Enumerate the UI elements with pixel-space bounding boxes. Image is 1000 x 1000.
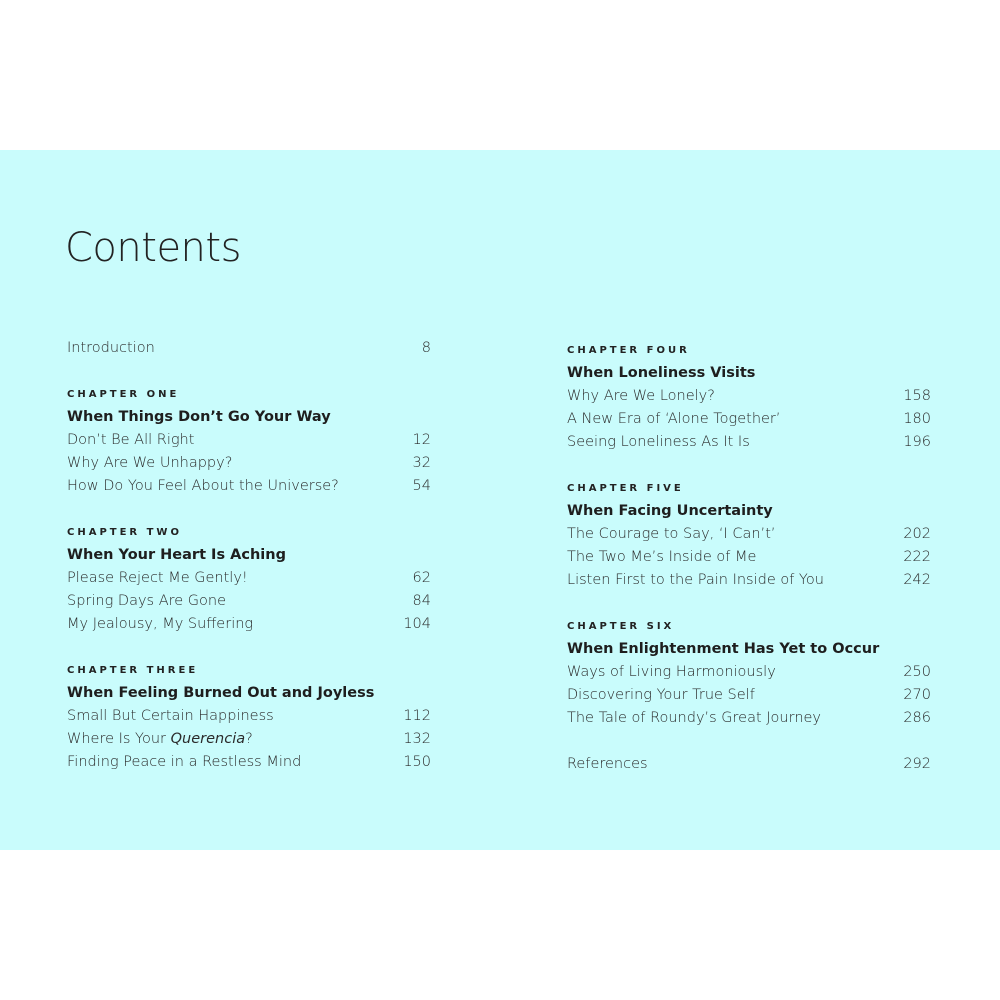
toc-entry[interactable] [67,728,431,751]
entry-page: 112 [403,708,431,724]
entry-page: 242 [903,572,931,588]
chapter-three [67,659,431,774]
entry-title: Please Reject Me Gently! [67,570,248,586]
chapter-two [67,521,431,636]
toc-entry[interactable] [567,523,931,546]
toc-entry[interactable] [67,475,431,498]
chapter-heading: When Feeling Burned Out and Joyless [67,685,375,701]
page-title: Contents [65,225,241,271]
entry-title-prefix: Where Is Your [67,731,171,747]
entry-page: 250 [903,664,931,680]
chapter-six [567,615,931,730]
entry-title: Don’t Be All Right [67,432,195,448]
toc-entry[interactable] [567,707,931,730]
toc-entry[interactable] [567,569,931,592]
chapter-label: CHAPTER ONE [67,389,180,400]
entry-title: Why Are We Lonely? [567,388,715,404]
chapter-heading: When Your Heart Is Aching [67,547,286,563]
entry-title: Seeing Loneliness As It Is [567,434,750,450]
toc-entry-references[interactable] [567,753,931,776]
toc-entry[interactable] [67,429,431,452]
toc-entry[interactable] [67,751,431,774]
chapter-label: CHAPTER FOUR [567,345,690,356]
chapter-four [567,339,931,454]
chapter-heading: When Things Don’t Go Your Way [67,409,331,425]
entry-page: 222 [903,549,931,565]
toc-entry[interactable] [567,385,931,408]
chapter-five [567,477,931,592]
entry-page: 84 [412,593,431,609]
toc-left-column [67,337,431,774]
entry-title: A New Era of ‘Alone Together’ [567,411,781,427]
chapter-label: CHAPTER THREE [67,665,199,676]
entry-page: 286 [903,710,931,726]
entry-title-italic: Querencia [170,731,246,747]
entry-page: 62 [412,570,431,586]
entry-page: 150 [403,754,431,770]
entry-page: 54 [412,478,431,494]
entry-page: 132 [403,731,431,747]
entry-page: 32 [412,455,431,471]
entry-title: Spring Days Are Gone [67,593,227,609]
entry-title: My Jealousy, My Suffering [67,616,254,632]
entry-title: Why Are We Unhappy? [67,455,233,471]
entry-title: The Courage to Say, ‘I Can’t’ [567,526,776,542]
chapter-label: CHAPTER TWO [67,527,182,538]
toc-entry[interactable] [567,661,931,684]
toc-right-column [567,339,931,776]
entry-page: 8 [421,340,431,356]
chapter-heading: When Loneliness Visits [567,365,756,381]
chapter-heading: When Facing Uncertainty [567,503,773,519]
entry-page: 158 [903,388,931,404]
entry-page: 180 [903,411,931,427]
toc-entry[interactable] [567,431,931,454]
entry-page: 12 [412,432,431,448]
entry-title: How Do You Feel About the Universe? [67,478,339,494]
toc-entry[interactable] [567,408,931,431]
toc-entry[interactable] [67,452,431,475]
toc-entry[interactable] [67,705,431,728]
entry-title: The Two Me’s Inside of Me [567,549,757,565]
entry-title: Discovering Your True Self [567,687,755,703]
entry-page: 196 [903,434,931,450]
toc-entry[interactable] [567,546,931,569]
entry-title: References [567,756,648,772]
entry-page: 270 [903,687,931,703]
chapter-label: CHAPTER FIVE [567,483,684,494]
entry-page: 104 [403,616,431,632]
entry-title: Listen First to the Pain Inside of You [567,572,824,588]
entry-title: Small But Certain Happiness [67,708,274,724]
entry-title-suffix: ? [245,731,253,747]
chapter-one [67,383,431,498]
toc-entry-introduction[interactable] [67,337,431,360]
entry-page: 202 [903,526,931,542]
entry-title: Introduction [67,340,155,356]
toc-entry[interactable] [67,590,431,613]
chapter-heading: When Enlightenment Has Yet to Occur [567,641,880,657]
toc-entry[interactable] [567,684,931,707]
entry-title [67,728,253,751]
toc-entry[interactable] [67,613,431,636]
entry-title: Ways of Living Harmoniously [567,664,776,680]
entry-title: The Tale of Roundy’s Great Journey [567,710,822,726]
chapter-label: CHAPTER SIX [567,621,675,632]
entry-title: Finding Peace in a Restless Mind [67,754,302,770]
entry-page: 292 [903,756,931,772]
toc-entry[interactable] [67,567,431,590]
